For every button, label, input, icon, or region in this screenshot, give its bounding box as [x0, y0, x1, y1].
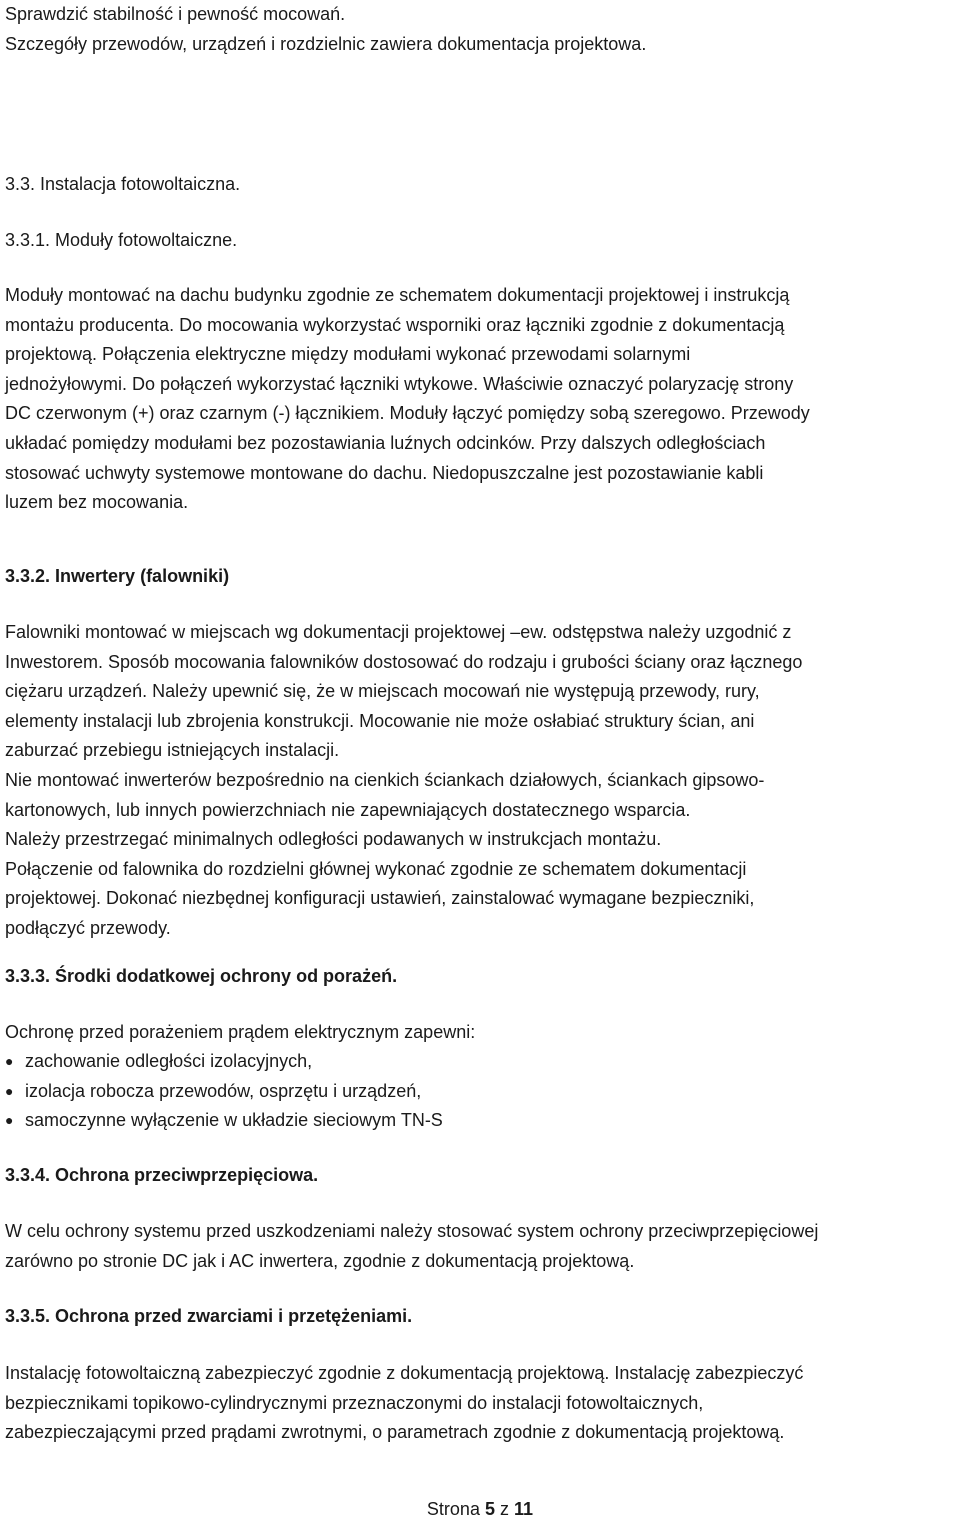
list-item: ● samoczynne wyłączenie w układzie sieciowym TN-S: [5, 1106, 443, 1136]
paragraph-line: luzem bez mocowania.: [5, 492, 189, 513]
paragraph-line: podłączyć przewody.: [5, 917, 171, 938]
paragraph-line: jednożyłowymi. Do połączeń wykorzystać łączniki wtykowe. Właściwie oznaczyć polaryzację strony: [5, 373, 794, 394]
page-footer: [0, 1498, 960, 1520]
paragraph-line: zabezpieczającymi przed prądami zwrotnymi, o parametrach zgodnie z dokumentacją projektową.: [5, 1422, 785, 1443]
paragraph-line: ciężaru urządzeń. Należy upewnić się, że w miejscach mocowań nie występują przewody, rury,: [5, 681, 760, 702]
section-3-3-3-intro: Ochronę przed porażeniem prądem elektrycznym zapewni:: [5, 1022, 476, 1042]
intro-line-2: Szczegóły przewodów, urządzeń i rozdzielnic zawiera dokumentacja projektowa.: [5, 33, 647, 54]
page-total: 11: [514, 1499, 534, 1519]
paragraph-line: Należy przestrzegać minimalnych odległości podawanych w instrukcjach montażu.: [5, 829, 662, 850]
protection-list: [5, 1047, 443, 1136]
paragraph-line: montażu producenta. Do mocowania wykorzystać wsporniki oraz łączniki zgodnie z dokumentacją: [5, 314, 785, 335]
paragraph-line: projektową. Połączenia elektryczne między modułami wykonać przewodami solarnymi: [5, 344, 691, 365]
section-3-3-4-body: [5, 1217, 818, 1276]
section-3-3-3-title: 3.3.3. Środki dodatkowej ochrony od porażeń.: [5, 966, 398, 986]
paragraph-line: Falowniki montować w miejscach wg dokumentacji projektowej –ew. odstępstwa należy uzgodnić z: [5, 622, 792, 642]
paragraph-line: projektowej. Dokonać niezbędnej konfiguracji ustawień, zainstalować wymagane bezpieczniki,: [5, 888, 755, 909]
bullet-icon: ●: [5, 1053, 14, 1069]
paragraph-line: W celu ochrony systemu przed uszkodzeniami należy stosować system ochrony przeciwprzepięciowej: [5, 1221, 819, 1241]
section-3-3-5-body: [5, 1359, 803, 1448]
page-separator: z: [500, 1499, 510, 1519]
section-3-3-1-body: [5, 281, 810, 518]
bullet-icon: ●: [5, 1082, 14, 1099]
list-item: ● izolacja robocza przewodów, osprzętu i urządzeń,: [5, 1077, 443, 1107]
paragraph-line: Instalację fotowoltaiczną zabezpieczyć zgodnie z dokumentacją projektową. Instalację zabezpieczyć: [5, 1363, 804, 1383]
page-number: 5: [484, 1499, 495, 1519]
paragraph-line: bezpiecznikami topikowo-cylindrycznymi przeznaczonymi do instalacji fotowoltaicznych,: [5, 1392, 704, 1413]
paragraph-line: Inwestorem. Sposób mocowania falowników dostosować do rodzaju i grubości ściany oraz łącznego: [5, 651, 803, 672]
paragraph-line: elementy instalacji lub zbrojenia konstrukcji. Mocowanie nie może osłabiać struktury ścian, ani: [5, 710, 755, 731]
list-item: ● zachowanie odległości izolacyjnych,: [5, 1047, 443, 1077]
intro-block: [5, 0, 646, 59]
paragraph-line: Moduły montować na dachu budynku zgodnie ze schematem dokumentacji projektowej i instrukcją: [5, 285, 790, 305]
section-3-3-2-body: [5, 618, 802, 944]
section-3-3-2-title: 3.3.2. Inwertery (falowniki): [5, 566, 230, 586]
paragraph-line: Połączenie od falownika do rozdzielni głównej wykonać zgodnie ze schematem dokumentacji: [5, 858, 747, 879]
section-3-3-title: 3.3. Instalacja fotowoltaiczna.: [5, 174, 241, 194]
paragraph-line: zaburzać przebiegu istniejących instalacji.: [5, 740, 340, 761]
intro-line-1: Sprawdzić stabilność i pewność mocowań.: [5, 4, 346, 24]
section-3-3-4-title: 3.3.4. Ochrona przeciwprzepięciowa.: [5, 1165, 319, 1185]
paragraph-line: DC czerwonym (+) oraz czarnym (-) łącznikiem. Moduły łączyć pomiędzy sobą szeregowo. Przewody: [5, 403, 810, 424]
paragraph-line: stosować uchwyty systemowe montowane do dachu. Niedopuszczalne jest pozostawianie kabli: [5, 462, 764, 483]
bullet-icon: ●: [5, 1112, 14, 1129]
section-3-3-5-title: 3.3.5. Ochrona przed zwarciami i przetężeniami.: [5, 1306, 413, 1326]
paragraph-line: zarówno po stronie DC jak i AC inwertera, zgodnie z dokumentacją projektową.: [5, 1250, 635, 1271]
paragraph-line: Nie montować inwerterów bezpośrednio na cienkich ściankach działowych, ściankach gipsowo-: [5, 769, 765, 790]
paragraph-line: kartonowych, lub innych powierzchniach nie zapewniających dostatecznego wsparcia.: [5, 799, 691, 820]
page-label: Strona: [426, 1499, 480, 1519]
paragraph-line: układać pomiędzy modułami bez pozostawiania luźnych odcinków. Przy dalszych odległościach: [5, 432, 766, 453]
section-3-3-1-title: 3.3.1. Moduły fotowoltaiczne.: [5, 230, 238, 250]
